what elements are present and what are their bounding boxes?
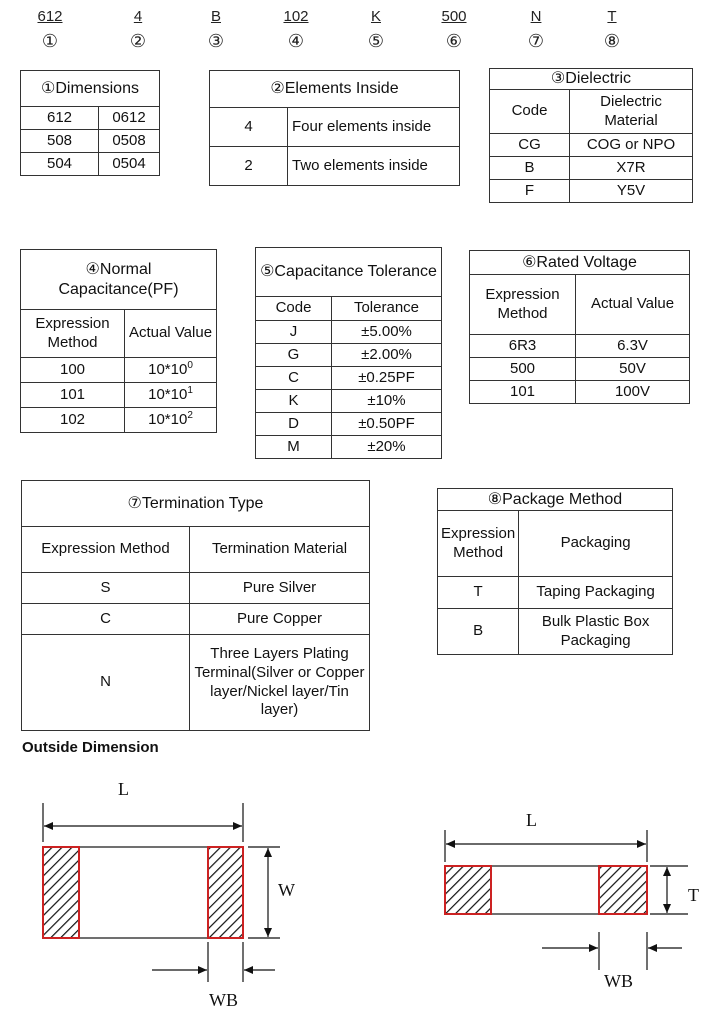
table-row xyxy=(490,157,693,180)
table-cell: 100 xyxy=(21,358,125,383)
table-cell: F xyxy=(490,180,570,203)
table-cell: Taping Packaging xyxy=(519,577,673,609)
left-terminal xyxy=(43,847,79,938)
value-exponent: 0 xyxy=(187,359,193,371)
length-label: L xyxy=(526,810,537,830)
table-row xyxy=(21,107,160,130)
code-value: 612 xyxy=(37,8,63,25)
code-marker: ④ xyxy=(287,31,305,51)
table-cell: Three Layers Plating Terminal(Silver or Copper layer/Nickel layer/Tin layer) xyxy=(190,635,370,731)
column-header: Actual Value xyxy=(576,275,690,335)
table-row xyxy=(490,180,693,203)
table-cell xyxy=(125,358,217,383)
outside-dimension-heading: Outside Dimension xyxy=(22,739,159,756)
table-cell: T xyxy=(438,577,519,609)
table-cell: C xyxy=(256,367,332,390)
table-cell: 50V xyxy=(576,358,690,381)
table-cell: 100V xyxy=(576,381,690,404)
code-item-elements xyxy=(108,8,168,52)
table-cell: Pure Copper xyxy=(190,604,370,635)
code-value: 500 xyxy=(441,8,467,25)
table-title: ⑧Package Method xyxy=(438,489,673,511)
table-header-row xyxy=(490,90,693,134)
table-cell: ±0.50PF xyxy=(332,413,442,436)
table-title: ③Dielectric xyxy=(490,69,693,90)
table-cell: K xyxy=(256,390,332,413)
table-cell: 612 xyxy=(21,107,99,130)
table-row xyxy=(470,335,690,358)
code-value: B xyxy=(210,8,221,25)
table-cell: D xyxy=(256,413,332,436)
table-cell: ±5.00% xyxy=(332,321,442,344)
table-cell: Bulk Plastic Box Packaging xyxy=(519,609,673,655)
thickness-label: T xyxy=(688,885,699,905)
table-cell: ±10% xyxy=(332,390,442,413)
table-cell: 6.3V xyxy=(576,335,690,358)
table-row xyxy=(256,413,442,436)
table-cell: ±2.00% xyxy=(332,344,442,367)
table-cell: Pure Silver xyxy=(190,573,370,604)
table-cell: 102 xyxy=(21,408,125,433)
table-row xyxy=(22,604,370,635)
table-row xyxy=(470,381,690,404)
table-row xyxy=(210,108,460,147)
table-title: ②Elements Inside xyxy=(210,71,460,108)
code-marker: ⑥ xyxy=(445,31,463,51)
left-terminal xyxy=(445,866,491,914)
dimensions-table xyxy=(20,70,160,176)
code-item-tolerance xyxy=(346,8,406,52)
code-marker: ② xyxy=(129,31,147,51)
column-header: Expression Method xyxy=(438,511,519,577)
table-row xyxy=(256,367,442,390)
column-header: Actual Value xyxy=(125,310,217,358)
table-title: ⑤Capacitance Tolerance xyxy=(256,248,442,297)
table-header-row xyxy=(21,310,217,358)
table-cell: 500 xyxy=(470,358,576,381)
package-table xyxy=(437,488,673,655)
table-row xyxy=(438,577,673,609)
table-cell: 0508 xyxy=(99,130,160,153)
table-header-row xyxy=(438,511,673,577)
value-base: 10*10 xyxy=(148,385,188,403)
table-cell: M xyxy=(256,436,332,459)
table-row xyxy=(256,344,442,367)
table-cell: B xyxy=(490,157,570,180)
right-terminal xyxy=(208,847,243,938)
table-cell: COG or NPO xyxy=(570,134,693,157)
dielectric-table xyxy=(489,68,693,203)
table-cell: B xyxy=(438,609,519,655)
table-cell: 504 xyxy=(21,153,99,176)
table-header-row xyxy=(256,297,442,321)
table-cell xyxy=(125,408,217,433)
table-row xyxy=(22,635,370,731)
code-item-voltage xyxy=(424,8,484,52)
value-base: 10*10 xyxy=(148,360,188,378)
wb-label: WB xyxy=(209,990,238,1010)
value-exponent: 1 xyxy=(187,384,193,396)
code-value: K xyxy=(370,8,381,25)
code-marker: ⑤ xyxy=(367,31,385,51)
table-header-row xyxy=(470,275,690,335)
table-cell: Four elements inside xyxy=(288,108,460,147)
column-header: Dielectric Material xyxy=(570,90,693,134)
table-title: ④Normal Capacitance(PF) xyxy=(21,250,217,310)
code-value: N xyxy=(530,8,542,25)
table-cell: 2 xyxy=(210,147,288,186)
code-item-dimensions xyxy=(20,8,80,52)
table-row xyxy=(21,358,217,383)
column-header: Code xyxy=(490,90,570,134)
value-exponent: 2 xyxy=(187,409,193,421)
column-header: Termination Material xyxy=(190,527,370,573)
table-row xyxy=(256,321,442,344)
width-label: W xyxy=(278,880,295,900)
table-cell: ±20% xyxy=(332,436,442,459)
table-title: ⑦Termination Type xyxy=(22,481,370,527)
table-row xyxy=(22,573,370,604)
table-row xyxy=(256,390,442,413)
table-cell: 101 xyxy=(21,383,125,408)
table-cell: 0612 xyxy=(99,107,160,130)
table-cell xyxy=(125,383,217,408)
code-marker: ③ xyxy=(207,31,225,51)
table-cell: C xyxy=(22,604,190,635)
table-title: ①Dimensions xyxy=(21,71,160,107)
table-cell: 4 xyxy=(210,108,288,147)
top-view-diagram xyxy=(0,760,320,1024)
code-value: T xyxy=(607,8,617,25)
capacitance-table xyxy=(20,249,217,433)
table-cell: S xyxy=(22,573,190,604)
right-terminal xyxy=(599,866,647,914)
table-cell: CG xyxy=(490,134,570,157)
table-header-row xyxy=(22,527,370,573)
code-item-package xyxy=(582,8,642,52)
part-code-header xyxy=(0,8,706,64)
side-view-diagram xyxy=(400,800,706,1024)
elements-table xyxy=(209,70,460,186)
table-cell: J xyxy=(256,321,332,344)
code-item-capacitance xyxy=(266,8,326,52)
termination-table xyxy=(21,480,370,731)
column-header: Tolerance xyxy=(332,297,442,321)
length-label: L xyxy=(118,779,129,799)
table-cell: 0504 xyxy=(99,153,160,176)
column-header: Code xyxy=(256,297,332,321)
code-marker: ① xyxy=(41,31,59,51)
table-title: ⑥Rated Voltage xyxy=(470,251,690,275)
table-row xyxy=(210,147,460,186)
table-cell: Y5V xyxy=(570,180,693,203)
table-row xyxy=(21,408,217,433)
code-marker: ⑦ xyxy=(527,31,545,51)
table-row xyxy=(470,358,690,381)
table-row xyxy=(21,130,160,153)
column-header: Expression Method xyxy=(21,310,125,358)
code-marker: ⑧ xyxy=(603,31,621,51)
code-value: 4 xyxy=(133,8,143,25)
table-cell: 6R3 xyxy=(470,335,576,358)
column-header: Expression Method xyxy=(470,275,576,335)
code-item-dielectric xyxy=(186,8,246,52)
table-row xyxy=(256,436,442,459)
value-base: 10*10 xyxy=(148,410,188,428)
table-row xyxy=(21,153,160,176)
table-cell: X7R xyxy=(570,157,693,180)
column-header: Packaging xyxy=(519,511,673,577)
table-row xyxy=(21,383,217,408)
table-row xyxy=(490,134,693,157)
column-header: Expression Method xyxy=(22,527,190,573)
voltage-table xyxy=(469,250,690,404)
table-cell: 508 xyxy=(21,130,99,153)
table-cell: ±0.25PF xyxy=(332,367,442,390)
table-cell: 101 xyxy=(470,381,576,404)
code-item-termination xyxy=(506,8,566,52)
tolerance-table xyxy=(255,247,442,459)
table-cell: G xyxy=(256,344,332,367)
table-row xyxy=(438,609,673,655)
wb-label: WB xyxy=(604,971,633,991)
table-cell: Two elements inside xyxy=(288,147,460,186)
table-cell: N xyxy=(22,635,190,731)
code-value: 102 xyxy=(283,8,309,25)
